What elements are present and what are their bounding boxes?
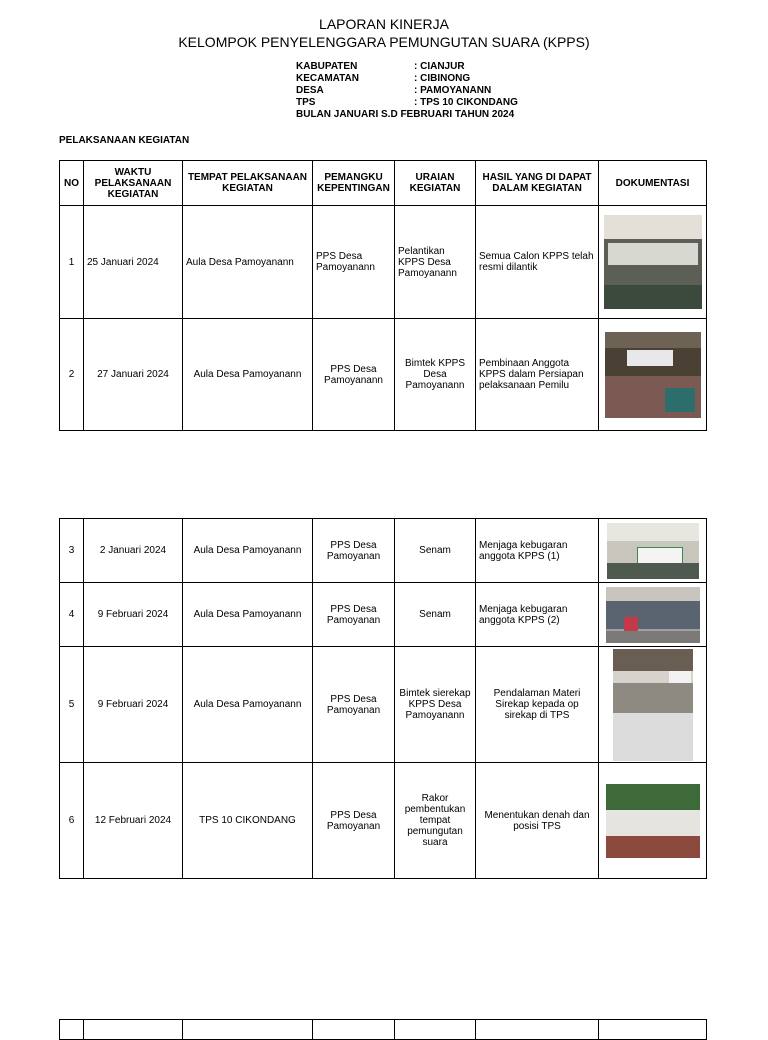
report-title: LAPORAN KINERJA (319, 16, 449, 32)
cell-tempat: Aula Desa Pamoyanann (183, 319, 313, 431)
cell-no: 3 (60, 519, 84, 583)
cell-dokumentasi (599, 206, 707, 319)
activity-table-page3 (59, 1019, 707, 1040)
cell-dokumentasi (599, 763, 707, 879)
meta-period (296, 109, 514, 121)
table-row (60, 206, 707, 319)
activity-table-page1 (59, 160, 707, 431)
cell-empty (599, 1020, 707, 1040)
cell-dokumentasi (599, 519, 707, 583)
cell-tempat: Aula Desa Pamoyanann (183, 206, 313, 319)
cell-tempat: Aula Desa Pamoyanann (183, 519, 313, 583)
cell-hasil: Pendalaman Materi Sirekap kepada op sirekap di TPS (476, 647, 599, 763)
section-title: PELAKSANAAN KEGIATAN (59, 135, 190, 146)
meta-tps (296, 97, 518, 109)
cell-tempat: Aula Desa Pamoyanann (183, 647, 313, 763)
col-header-pemangku: PEMANGKU KEPENTINGAN (313, 161, 395, 206)
cell-pemangku: PPS Desa Pamoyanann (313, 319, 395, 431)
table-row (60, 583, 707, 647)
cell-dokumentasi (599, 583, 707, 647)
cell-uraian: Senam (395, 519, 476, 583)
table-row (60, 1020, 707, 1040)
cell-uraian: Bimtek sierekap KPPS Desa Pamoyanann (395, 647, 476, 763)
col-header-hasil: HASIL YANG DI DAPAT DALAM KEGIATAN (476, 161, 599, 206)
documentation-photo (606, 587, 700, 643)
cell-no: 4 (60, 583, 84, 647)
meta-period-text: BULAN JANUARI S.D FEBRUARI TAHUN 2024 (296, 109, 515, 120)
cell-empty (84, 1020, 183, 1040)
meta-kabupaten (296, 61, 514, 73)
meta-tps-label: TPS (296, 97, 316, 108)
meta-tps-value: : TPS 10 CIKONDANG (414, 97, 518, 108)
cell-pemangku: PPS Desa Pamoyanan (313, 647, 395, 763)
meta-desa-value: : PAMOYANANN (414, 85, 492, 96)
documentation-photo (604, 215, 702, 309)
cell-uraian: Senam (395, 583, 476, 647)
cell-empty (60, 1020, 84, 1040)
cell-dokumentasi (599, 647, 707, 763)
cell-waktu: 25 Januari 2024 (84, 206, 183, 319)
documentation-photo (605, 332, 701, 418)
report-subtitle: KELOMPOK PENYELENGGARA PEMUNGUTAN SUARA (KPPS) (178, 34, 590, 50)
meta-desa (296, 85, 514, 97)
cell-hasil: Menentukan denah dan posisi TPS (476, 763, 599, 879)
cell-waktu: 9 Februari 2024 (84, 647, 183, 763)
meta-kecamatan-label: KECAMATAN (296, 73, 359, 84)
cell-no: 5 (60, 647, 84, 763)
cell-no: 1 (60, 206, 84, 319)
cell-uraian: Bimtek KPPS Desa Pamoyanann (395, 319, 476, 431)
cell-empty (183, 1020, 313, 1040)
table-row (60, 519, 707, 583)
report-meta (296, 61, 518, 121)
col-header-tempat: TEMPAT PELAKSANAAN KEGIATAN (183, 161, 313, 206)
col-header-no: NO (60, 161, 84, 206)
col-header-uraian: URAIAN KEGIATAN (395, 161, 476, 206)
cell-tempat: TPS 10 CIKONDANG (183, 763, 313, 879)
cell-no: 2 (60, 319, 84, 431)
table-row (60, 763, 707, 879)
cell-waktu: 2 Januari 2024 (84, 519, 183, 583)
cell-waktu: 12 Februari 2024 (84, 763, 183, 879)
cell-empty (476, 1020, 599, 1040)
meta-kecamatan (296, 73, 514, 85)
cell-waktu: 9 Februari 2024 (84, 583, 183, 647)
cell-tempat: Aula Desa Pamoyanann (183, 583, 313, 647)
cell-pemangku: PPS Desa Pamoyanan (313, 583, 395, 647)
meta-desa-label: DESA (296, 85, 324, 96)
cell-dokumentasi (599, 319, 707, 431)
cell-hasil: Menjaga kebugaran anggota KPPS (2) (476, 583, 599, 647)
activity-table-page2 (59, 518, 707, 879)
meta-kecamatan-value: : CIBINONG (414, 73, 471, 84)
cell-waktu: 27 Januari 2024 (84, 319, 183, 431)
cell-hasil: Semua Calon KPPS telah resmi dilantik (476, 206, 599, 319)
cell-empty (313, 1020, 395, 1040)
cell-pemangku: PPS Desa Pamoyanan (313, 519, 395, 583)
documentation-photo (606, 784, 700, 858)
cell-uraian: Rakor pembentukan tempat pemungutan suara (395, 763, 476, 879)
cell-hasil: Pembinaan Anggota KPPS dalam Persiapan pelaksanaan Pemilu (476, 319, 599, 431)
cell-pemangku: PPS Desa Pamoyanann (313, 206, 395, 319)
table-header-row (60, 161, 707, 206)
col-header-waktu: WAKTU PELAKSANAAN KEGIATAN (84, 161, 183, 206)
documentation-photo (613, 649, 693, 761)
cell-empty (395, 1020, 476, 1040)
col-header-dokumentasi: DOKUMENTASI (599, 161, 707, 206)
cell-no: 6 (60, 763, 84, 879)
documentation-photo (607, 523, 699, 579)
cell-pemangku: PPS Desa Pamoyanan (313, 763, 395, 879)
cell-uraian: Pelantikan KPPS Desa Pamoyanann (395, 206, 476, 319)
table-row (60, 647, 707, 763)
cell-hasil: Menjaga kebugaran anggota KPPS (1) (476, 519, 599, 583)
meta-kabupaten-value: : CIANJUR (414, 61, 465, 72)
table-row (60, 319, 707, 431)
meta-kabupaten-label: KABUPATEN (296, 61, 358, 72)
